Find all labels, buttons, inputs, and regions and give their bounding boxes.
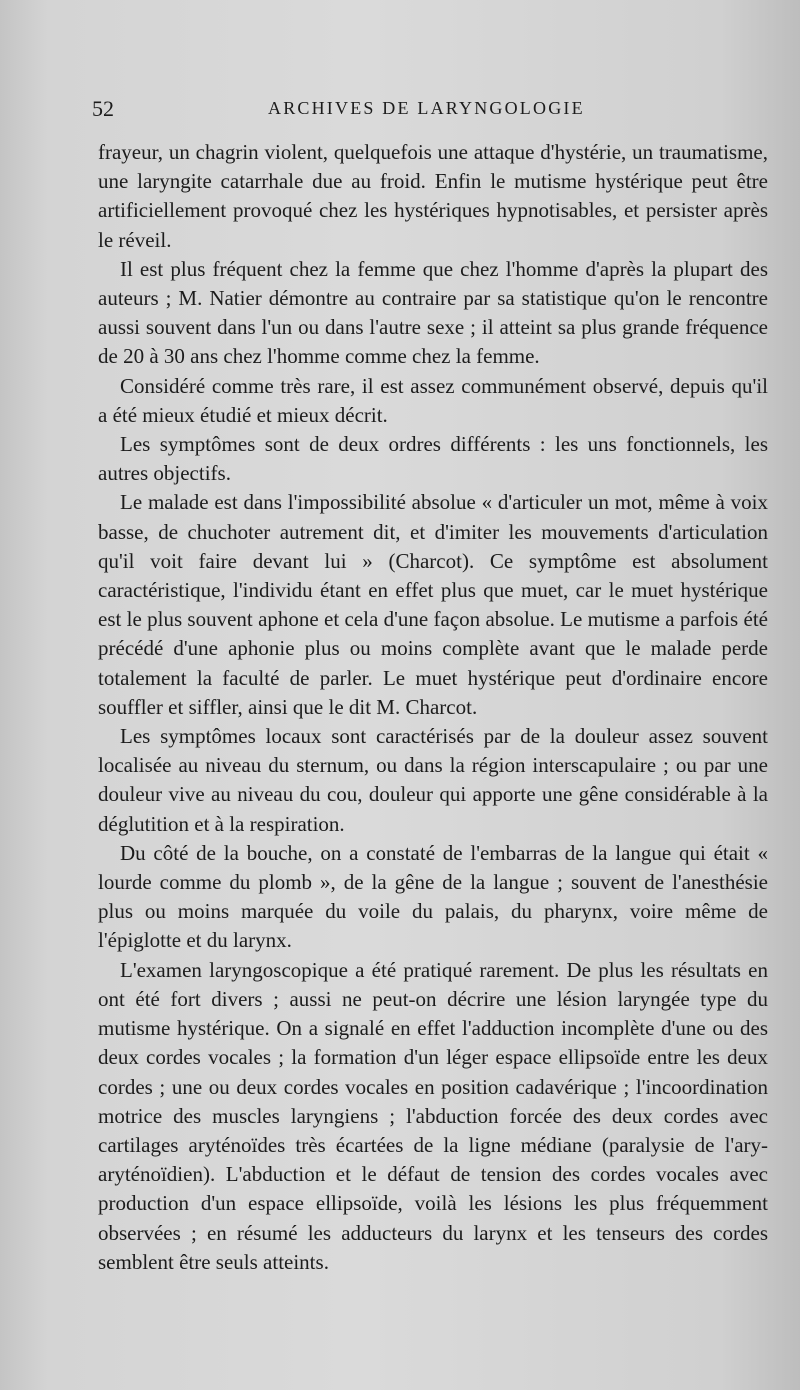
paragraph: Il est plus fréquent chez la femme que chez l'homme d'après la plupart des auteurs ; M. Natier démontre au contraire par sa statistique qu'on le rencontre aussi souvent dans l'un ou dans l'autre sexe ; il atteint sa plus grande fréquence de 20 à 30 ans chez l'homme comme chez la femme. (98, 256, 768, 369)
paragraph: L'examen laryngoscopique a été pratiqué rarement. De plus les résultats en ont été fort divers ; aussi ne peut-on décrire une lésion laryngée type du mutisme hystérique. On a signalé en effet l'adduction incomplète d'une ou des deux cordes vocales ; la formation d'un léger espace ellipsoïde entre les deux cordes ; une ou deux cordes vocales en position cadavérique ; l'incoordination motrice des muscles laryngiens ; l'abduction forcée des deux cordes avec cartilages aryténoïdes très écartées de la ligne médiane (paralysie de l'ary-aryténoïdien). L'abduction et le défaut de tension des cordes vocales avec production d'un espace ellipsoïde, voilà les lésions les plus fréquemment observées ; en résumé les adducteurs du larynx et les tenseurs des cordes semblent être seuls atteints. (98, 957, 768, 1274)
page-number: 52 (92, 96, 114, 121)
journal-title: ARCHIVES DE LARYNGOLOGIE (268, 98, 585, 118)
paragraph: Du côté de la bouche, on a constaté de l'embarras de la langue qui était « lourde comme du plomb », de la gêne de la langue ; souvent de l'anesthésie plus ou moins marquée du voile du palais, du pharynx, voire même de l'épiglotte et du larynx. (98, 840, 768, 953)
paragraph: Le malade est dans l'impossibilité absolue « d'articuler un mot, même à voix basse, de chuchoter autrement dit, et d'imiter les mouvements d'articulation qu'il voit faire devant lui » (Charcot). Ce symptôme est absolument caractéristique, l'individu étant en effet plus que muet, car le muet hystérique est le plus souvent aphone et cela d'une façon absolue. Le mutisme a parfois été précédé d'une aphonie plus ou moins complète avant que le malade perde totalement la faculté de parler. Le muet hystérique peut d'ordinaire encore souffler et siffler, ainsi que le dit M. Charcot. (98, 490, 768, 719)
paragraph: Les symptômes sont de deux ordres différents : les uns fonctionnels, les autres objectifs. (98, 432, 768, 486)
paragraph: Considéré comme très rare, il est assez communément observé, depuis qu'il a été mieux étudié et mieux décrit. (98, 373, 768, 427)
body-text (98, 138, 768, 1277)
running-head (92, 96, 742, 126)
paragraph: frayeur, un chagrin violent, quelquefois une attaque d'hystérie, un traumatisme, une laryngite catarrhale due au froid. Enfin le mutisme hystérique peut être artificiellement provoqué chez les hystériques hypnotisables, et persister après le réveil. (98, 140, 768, 252)
paragraph: Les symptômes locaux sont caractérisés par de la douleur assez souvent localisée au niveau du sternum, ou dans la région interscapulaire ; ou par une douleur vive au niveau du cou, douleur qui apporte une gêne considérable à la déglutition et à la respiration. (98, 724, 768, 836)
